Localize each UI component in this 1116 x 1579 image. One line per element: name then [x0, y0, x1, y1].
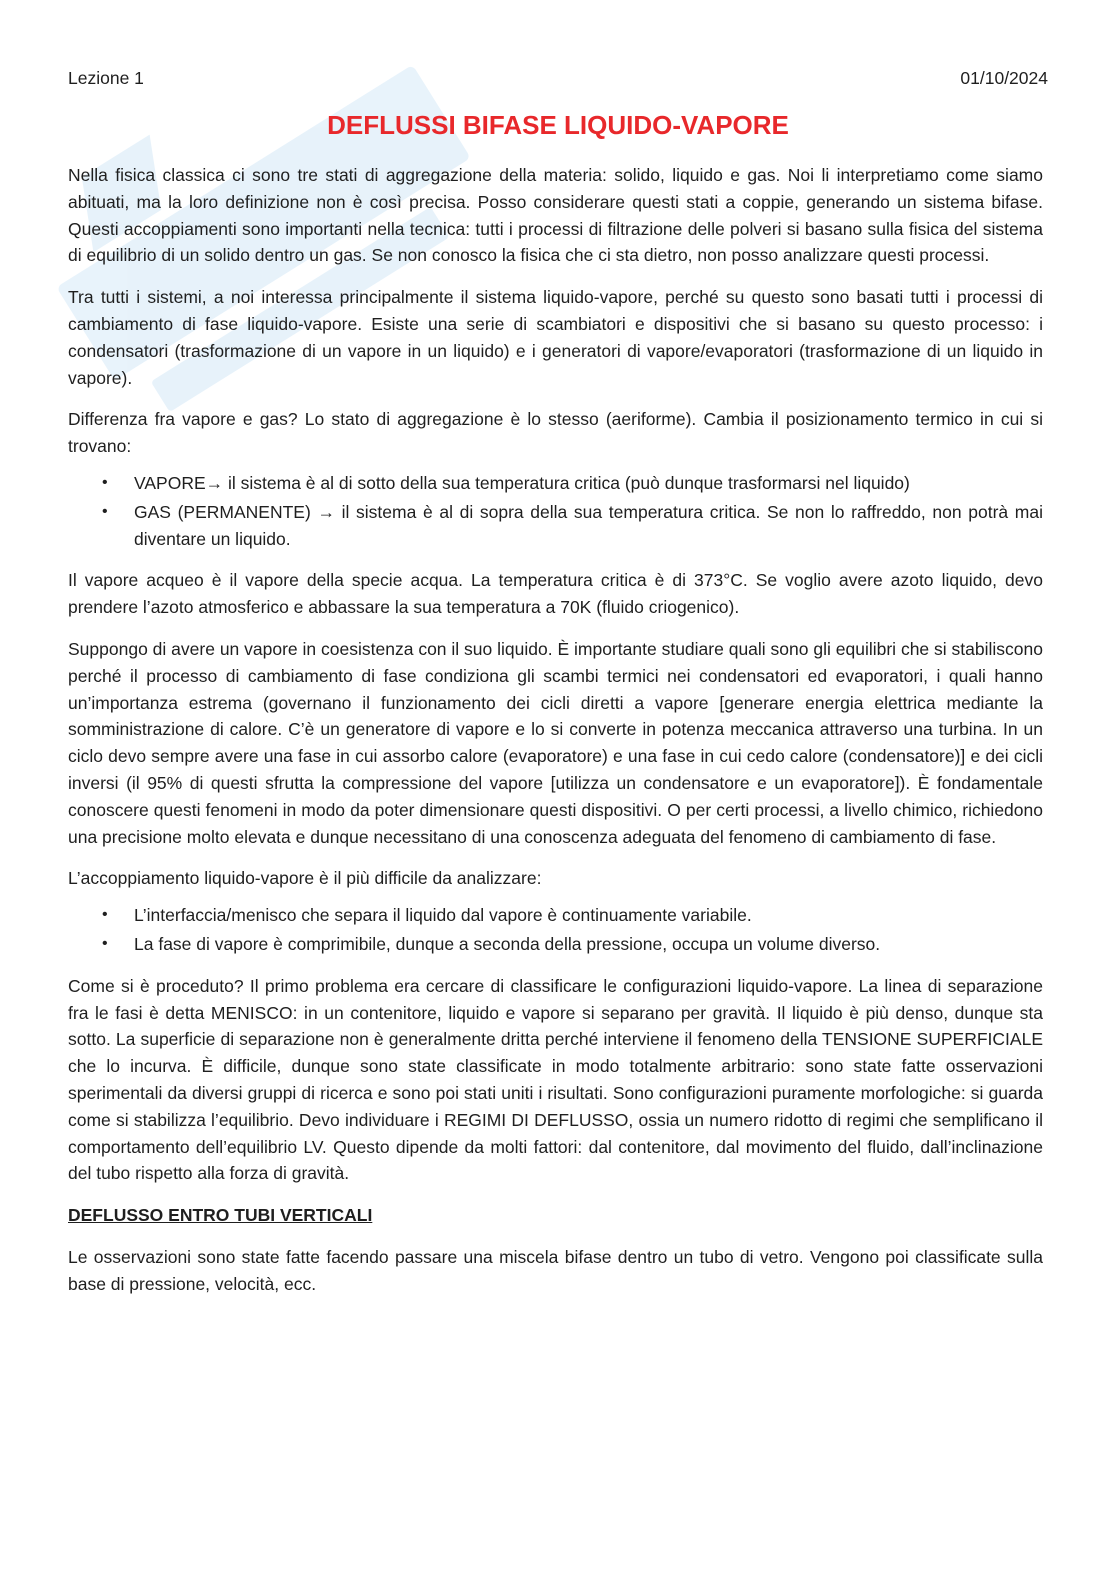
page-header	[68, 68, 1048, 89]
page-title: DEFLUSSI BIFASE LIQUIDO-VAPORE	[327, 110, 789, 140]
difficulty-list	[68, 902, 1043, 958]
document-body	[68, 162, 1043, 1312]
list-item: • La fase di vapore è comprimibile, dunque a seconda della pressione, occupa un volume diverso.	[134, 931, 1043, 958]
paragraph-classification: Come si è proceduto? Il primo problema era cercare di classificare le configurazioni liquido-vapore. La linea di separazione fra le fasi è detta MENISCO: in un contenitore, liquido e vapore si separano per gravità. Il liquido è più denso, dunque sta sotto. La superficie di separazione non è generalmente dritta perché interviene il fenomeno della TENSIONE SUPERFICIALE che lo incurva. È difficile, dunque sono state classificate in modo totalmente arbitrario: sono state fatte osservazioni sperimentali da diversi gruppi di ricerca e sono poi stati uniti i risultati. Sono configurazioni puramente morfologiche: si guarda come si stabilizza l’equilibrio. Devo individuare i REGIMI DI DEFLUSSO, ossia un numero ridotto di regimi che semplificano il comportamento dell’equilibrio LV. Questo dipende da molti fattori: dal contenitore, dal movimento del fluido, dall’inclinazione del tubo rispetto alla forza di gravità.	[68, 975, 1043, 1184]
paragraph-intro: Nella fisica classica ci sono tre stati di aggregazione della materia: solido, liquido e gas. Noi li interpretiamo come siamo abituati, ma la loro definizione non è così precisa. Posso considerare questi stati a coppie, generando un sistema bifase. Questi accoppiamenti sono importanti nella tecnica: tutti i processi di filtrazione delle polveri si basano sulla fisica del sistema di equilibrio di un solido dentro un gas. Se non conosco la fisica che ci sta dietro, non posso analizzare questi processi.	[68, 165, 1043, 266]
lesson-date: 01/10/2024	[960, 68, 1048, 88]
paragraph-observations: Le osservazioni sono state fatte facendo passare una miscela bifase dentro un tubo di vetro. Vengono poi classificate sulla base di pressione, velocità, ecc.	[68, 1246, 1043, 1294]
paragraph-water-vapor: Il vapore acqueo è il vapore della specie acqua. La temperatura critica è di 373°C. Se voglio avere azoto liquido, devo prendere l’azoto atmosferico e abbassare la sua temperatura a 70K (fluido criogenico).	[68, 570, 1043, 618]
section-heading: DEFLUSSO ENTRO TUBI VERTICALI	[68, 1205, 373, 1226]
list-item: • VAPORE→ il sistema è al di sotto della sua temperatura critica (può dunque trasformarsi nel liquido)	[134, 470, 1043, 497]
paragraph-vapor-vs-gas: Differenza fra vapore e gas? Lo stato di aggregazione è lo stesso (aeriforme). Cambia il posizionamento termico in cui si trovano:	[68, 409, 1043, 457]
list-item: • GAS (PERMANENTE) → il sistema è al di sopra della sua temperatura critica. Se non lo raffreddo, non potrà mai diventare un liquido.	[134, 499, 1043, 553]
lesson-label: Lezione 1	[68, 68, 144, 88]
paragraph-difficulty: L’accoppiamento liquido-vapore è il più difficile da analizzare:	[68, 868, 542, 889]
paragraph-liquid-vapor: Tra tutti i sistemi, a noi interessa principalmente il sistema liquido-vapore, perché su questo sono basati tutti i processi di cambiamento di fase liquido-vapore. Esiste una serie di scambiatori e dispositivi che si basano su questo processo: i condensatori (trasformazione di un vapore in un liquido) e i generatori di vapore/evaporatori (trasformazione di un liquido in vapore).	[68, 287, 1043, 388]
vapor-gas-list	[68, 470, 1043, 552]
paragraph-coexistence: Suppongo di avere un vapore in coesistenza con il suo liquido. È importante studiare quali sono gli equilibri che si stabiliscono perché il processo di cambiamento di fase condiziona gli scambi termici nei condensatori ed evaporatori, i quali hanno un’importanza estrema (governano il funzionamento dei cicli diretti a vapore [generare energia elettrica mediante la somministrazione di calore. C’è un generatore di vapore e lo si converte in potenza meccanica attraverso una turbina. In un ciclo devo sempre avere una fase in cui assorbo calore (evaporatore) e una fase in cui cedo calore (condensatore)] e dei cicli inversi (il 95% di questi sfrutta la compressione del vapore [utilizza un condensatore e un evaporatore]). È fondamentale conoscere questi fenomeni in modo da poter dimensionare questi dispositivi. O per certi processi, a livello chimico, richiedono una precisione molto elevata e dunque necessitano di una conoscenza adeguata del fenomeno di cambiamento di fase.	[68, 638, 1043, 847]
list-item: • L’interfaccia/menisco che separa il liquido dal vapore è continuamente variabile.	[134, 902, 1043, 929]
